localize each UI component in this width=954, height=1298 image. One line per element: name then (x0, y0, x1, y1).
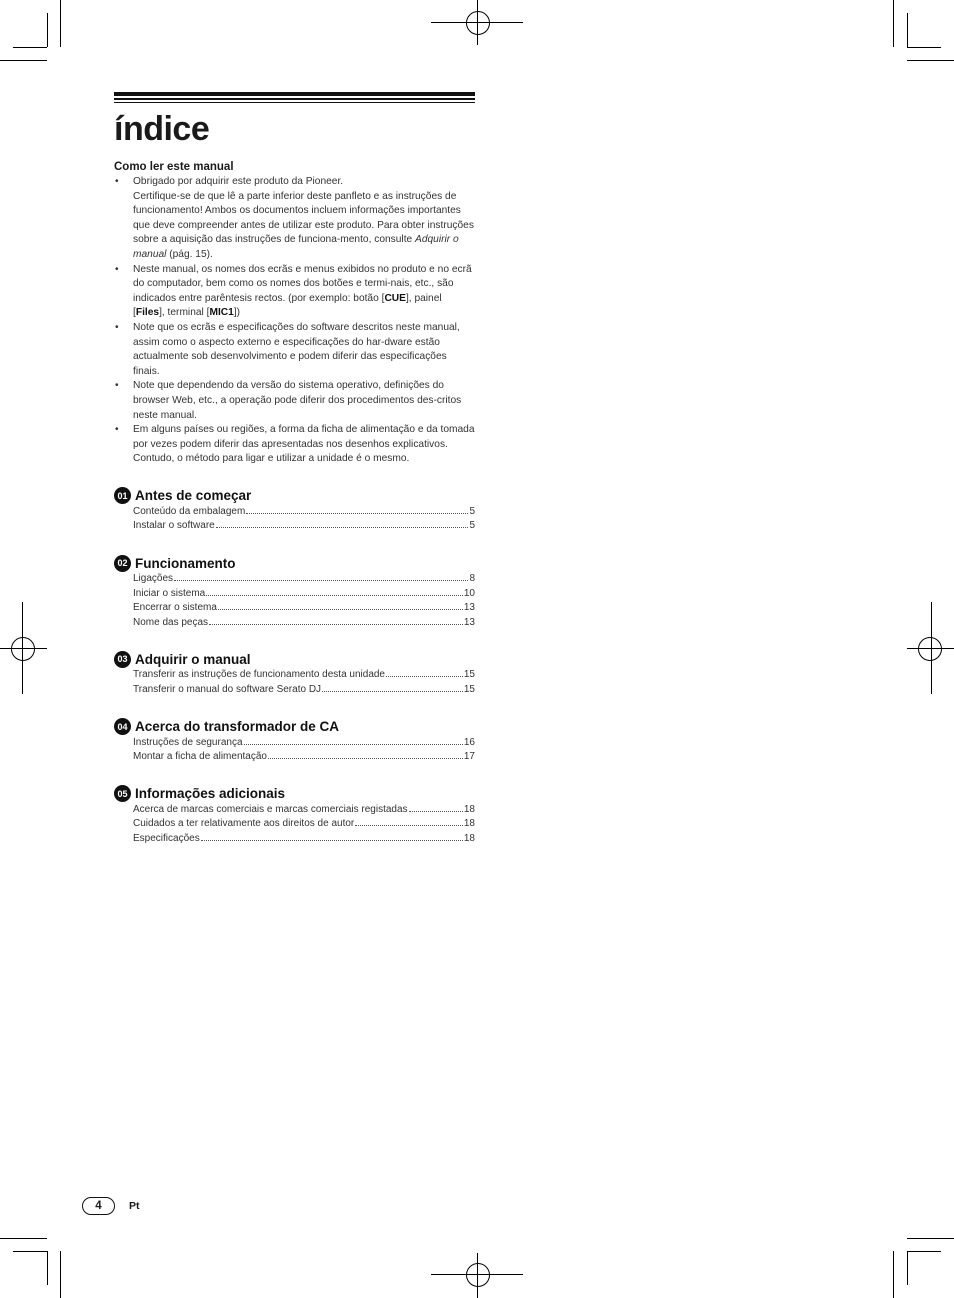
toc-entry-label: Nome das peças (133, 616, 209, 628)
chapter-title: Antes de começar (135, 488, 252, 504)
chapter-number-badge: 01 (114, 487, 131, 504)
title-rules (114, 92, 475, 104)
page-title: índice (114, 110, 210, 148)
dot-leader (322, 691, 463, 692)
toc-section-03 (114, 650, 475, 697)
dot-leader (206, 595, 463, 596)
toc-entry-page: 5 (469, 505, 475, 517)
toc-entry[interactable] (133, 601, 475, 616)
bullet-text: Certifique-se de que lê a parte inferior deste panfleto e as instruções de funcionamento! Ambos os documentos incluem informações importantes que deve compreender antes de utilizar este produto. Para obter instruções sobre a aquisição das instruções de funciona-mento, consulte (133, 190, 474, 246)
intro-bullet (114, 263, 475, 321)
bullet-text: MIC1 (209, 307, 234, 319)
toc-entry-label: Montar a ficha de alimentação (133, 751, 267, 763)
toc-entry[interactable] (133, 505, 475, 520)
bullet-dot: • (115, 263, 119, 275)
toc-entry[interactable] (133, 832, 475, 847)
dot-leader (244, 744, 463, 745)
dot-leader (209, 624, 463, 625)
toc-entry[interactable] (133, 668, 475, 683)
chapter-number-badge: 03 (114, 651, 131, 668)
chapter-title: Funcionamento (135, 555, 236, 571)
bullet-text: Note que os ecrãs e especificações do software descritos neste manual, assim como o aspecto externo e especificações do har-dware estão actualmente sob desenvolvimento e podem diferir das especificações finais. (133, 321, 460, 377)
language-code: Pt (129, 1200, 140, 1212)
bullet-text: Adquirir o manual (133, 234, 459, 260)
bullet-text: ], painel [ (133, 292, 442, 319)
toc-entry-page: 5 (469, 520, 475, 532)
toc-entry-label: Transferir o manual do software Serato DJ (133, 684, 322, 696)
toc-entry-page: 18 (463, 818, 475, 830)
toc-section-heading (114, 650, 475, 668)
dot-leader (268, 758, 463, 759)
toc-entry-page: 13 (463, 616, 475, 628)
intro-bullet (114, 321, 475, 379)
chapter-title: Acerca do transformador de CA (135, 719, 340, 735)
bullet-dot: • (115, 380, 119, 392)
toc-entry-page: 13 (463, 602, 475, 614)
toc-section-04 (114, 718, 475, 765)
chapter-title: Adquirir o manual (135, 651, 251, 667)
toc-entry-page: 8 (469, 573, 475, 585)
dot-leader (246, 513, 468, 514)
toc-entry-page: 16 (463, 736, 475, 748)
bullet-text: Note que dependendo da versão do sistema operativo, definições do browser Web, etc., a operação pode diferir dos procedimentos des-critos neste manual. (133, 380, 462, 421)
toc-entry-label: Iniciar o sistema (133, 587, 206, 599)
toc-entry[interactable] (133, 750, 475, 765)
toc-section-05 (114, 785, 475, 847)
toc-entry-label: Encerrar o sistema (133, 602, 217, 614)
toc-entry[interactable] (133, 817, 475, 832)
chapter-number-badge: 02 (114, 555, 131, 572)
toc-entry[interactable] (133, 572, 475, 587)
toc-entry-page: 17 (463, 751, 475, 763)
chapter-number-badge: 05 (114, 785, 131, 802)
toc-entry-label: Especificações (133, 833, 200, 844)
dot-leader (174, 580, 468, 581)
bullet-text: Obrigado por adquirir este produto da Pioneer. (133, 176, 344, 187)
toc-entry-label: Conteúdo da embalagem (133, 505, 246, 517)
toc-entry-page: 15 (463, 684, 475, 696)
dot-leader (216, 527, 469, 528)
bullet-dot: • (115, 321, 119, 333)
toc-section-01 (114, 487, 475, 534)
bullet-text: Em alguns países ou regiões, a forma da ficha de alimentação e da tomada por vezes podem diferir das apresentadas nos desenhos explicativos. Contudo, o método para ligar e utilizar a unidade é o mesmo. (133, 424, 475, 465)
toc-entry-label: Cuidados a ter relativamente aos direitos de autor (133, 818, 355, 830)
page-footer (82, 1197, 140, 1215)
toc-section-02 (114, 554, 475, 630)
bullet-text: CUE (384, 292, 406, 304)
toc-section-heading (114, 785, 475, 803)
bullet-text: Files (135, 307, 160, 319)
toc-entry[interactable] (133, 616, 475, 631)
bullet-text: Neste manual, os nomes dos ecrãs e menus exibidos no produto e no ecrã do computador, bem como os nomes dos botões e termi-nais, etc., são indicados entre parêntesis rectos. (por exemplo: botão [ (133, 263, 472, 304)
dot-leader (218, 609, 463, 610)
dot-leader (409, 811, 463, 812)
toc-sections (114, 487, 475, 847)
bullet-dot: • (115, 176, 119, 187)
chapter-title: Informações adicionais (135, 786, 286, 802)
toc-section-heading (114, 718, 475, 736)
bullet-dot: • (115, 424, 119, 436)
dot-leader (386, 676, 463, 677)
bullet-text: (pág. 15). (166, 248, 213, 260)
toc-entry-page: 18 (463, 803, 475, 815)
dot-leader (355, 825, 463, 826)
intro-bullet-list (114, 175, 475, 467)
intro-bullet (114, 423, 475, 467)
dot-leader (201, 840, 463, 841)
toc-entry[interactable] (133, 736, 475, 751)
toc-entry-label: Ligações (133, 573, 174, 585)
intro-bullet (114, 175, 475, 263)
toc-entry[interactable] (133, 587, 475, 602)
bullet-text: ], terminal [ (159, 307, 210, 319)
toc-entry-label: Instruções de segurança (133, 736, 243, 748)
toc-entry-page: 15 (463, 669, 475, 681)
toc-section-heading (114, 487, 475, 505)
toc-entry[interactable] (133, 519, 475, 534)
toc-entry-label: Instalar o software (133, 520, 215, 532)
toc-entry[interactable] (133, 803, 475, 818)
toc-entry-page: 10 (463, 587, 475, 599)
bullet-text: ]) (233, 307, 241, 319)
toc-entry[interactable] (133, 683, 475, 698)
toc-section-heading (114, 554, 475, 572)
page-number: 4 (82, 1197, 115, 1215)
intro-heading: Como ler este manual (114, 161, 234, 173)
intro-bullet (114, 379, 475, 423)
toc-entry-label: Acerca de marcas comerciais e marcas comerciais registadas (133, 803, 408, 815)
chapter-number-badge: 04 (114, 718, 131, 735)
toc-entry-label: Transferir as instruções de funcionamento desta unidade (133, 669, 385, 681)
toc-column (114, 92, 475, 847)
toc-entry-page: 18 (463, 833, 475, 844)
